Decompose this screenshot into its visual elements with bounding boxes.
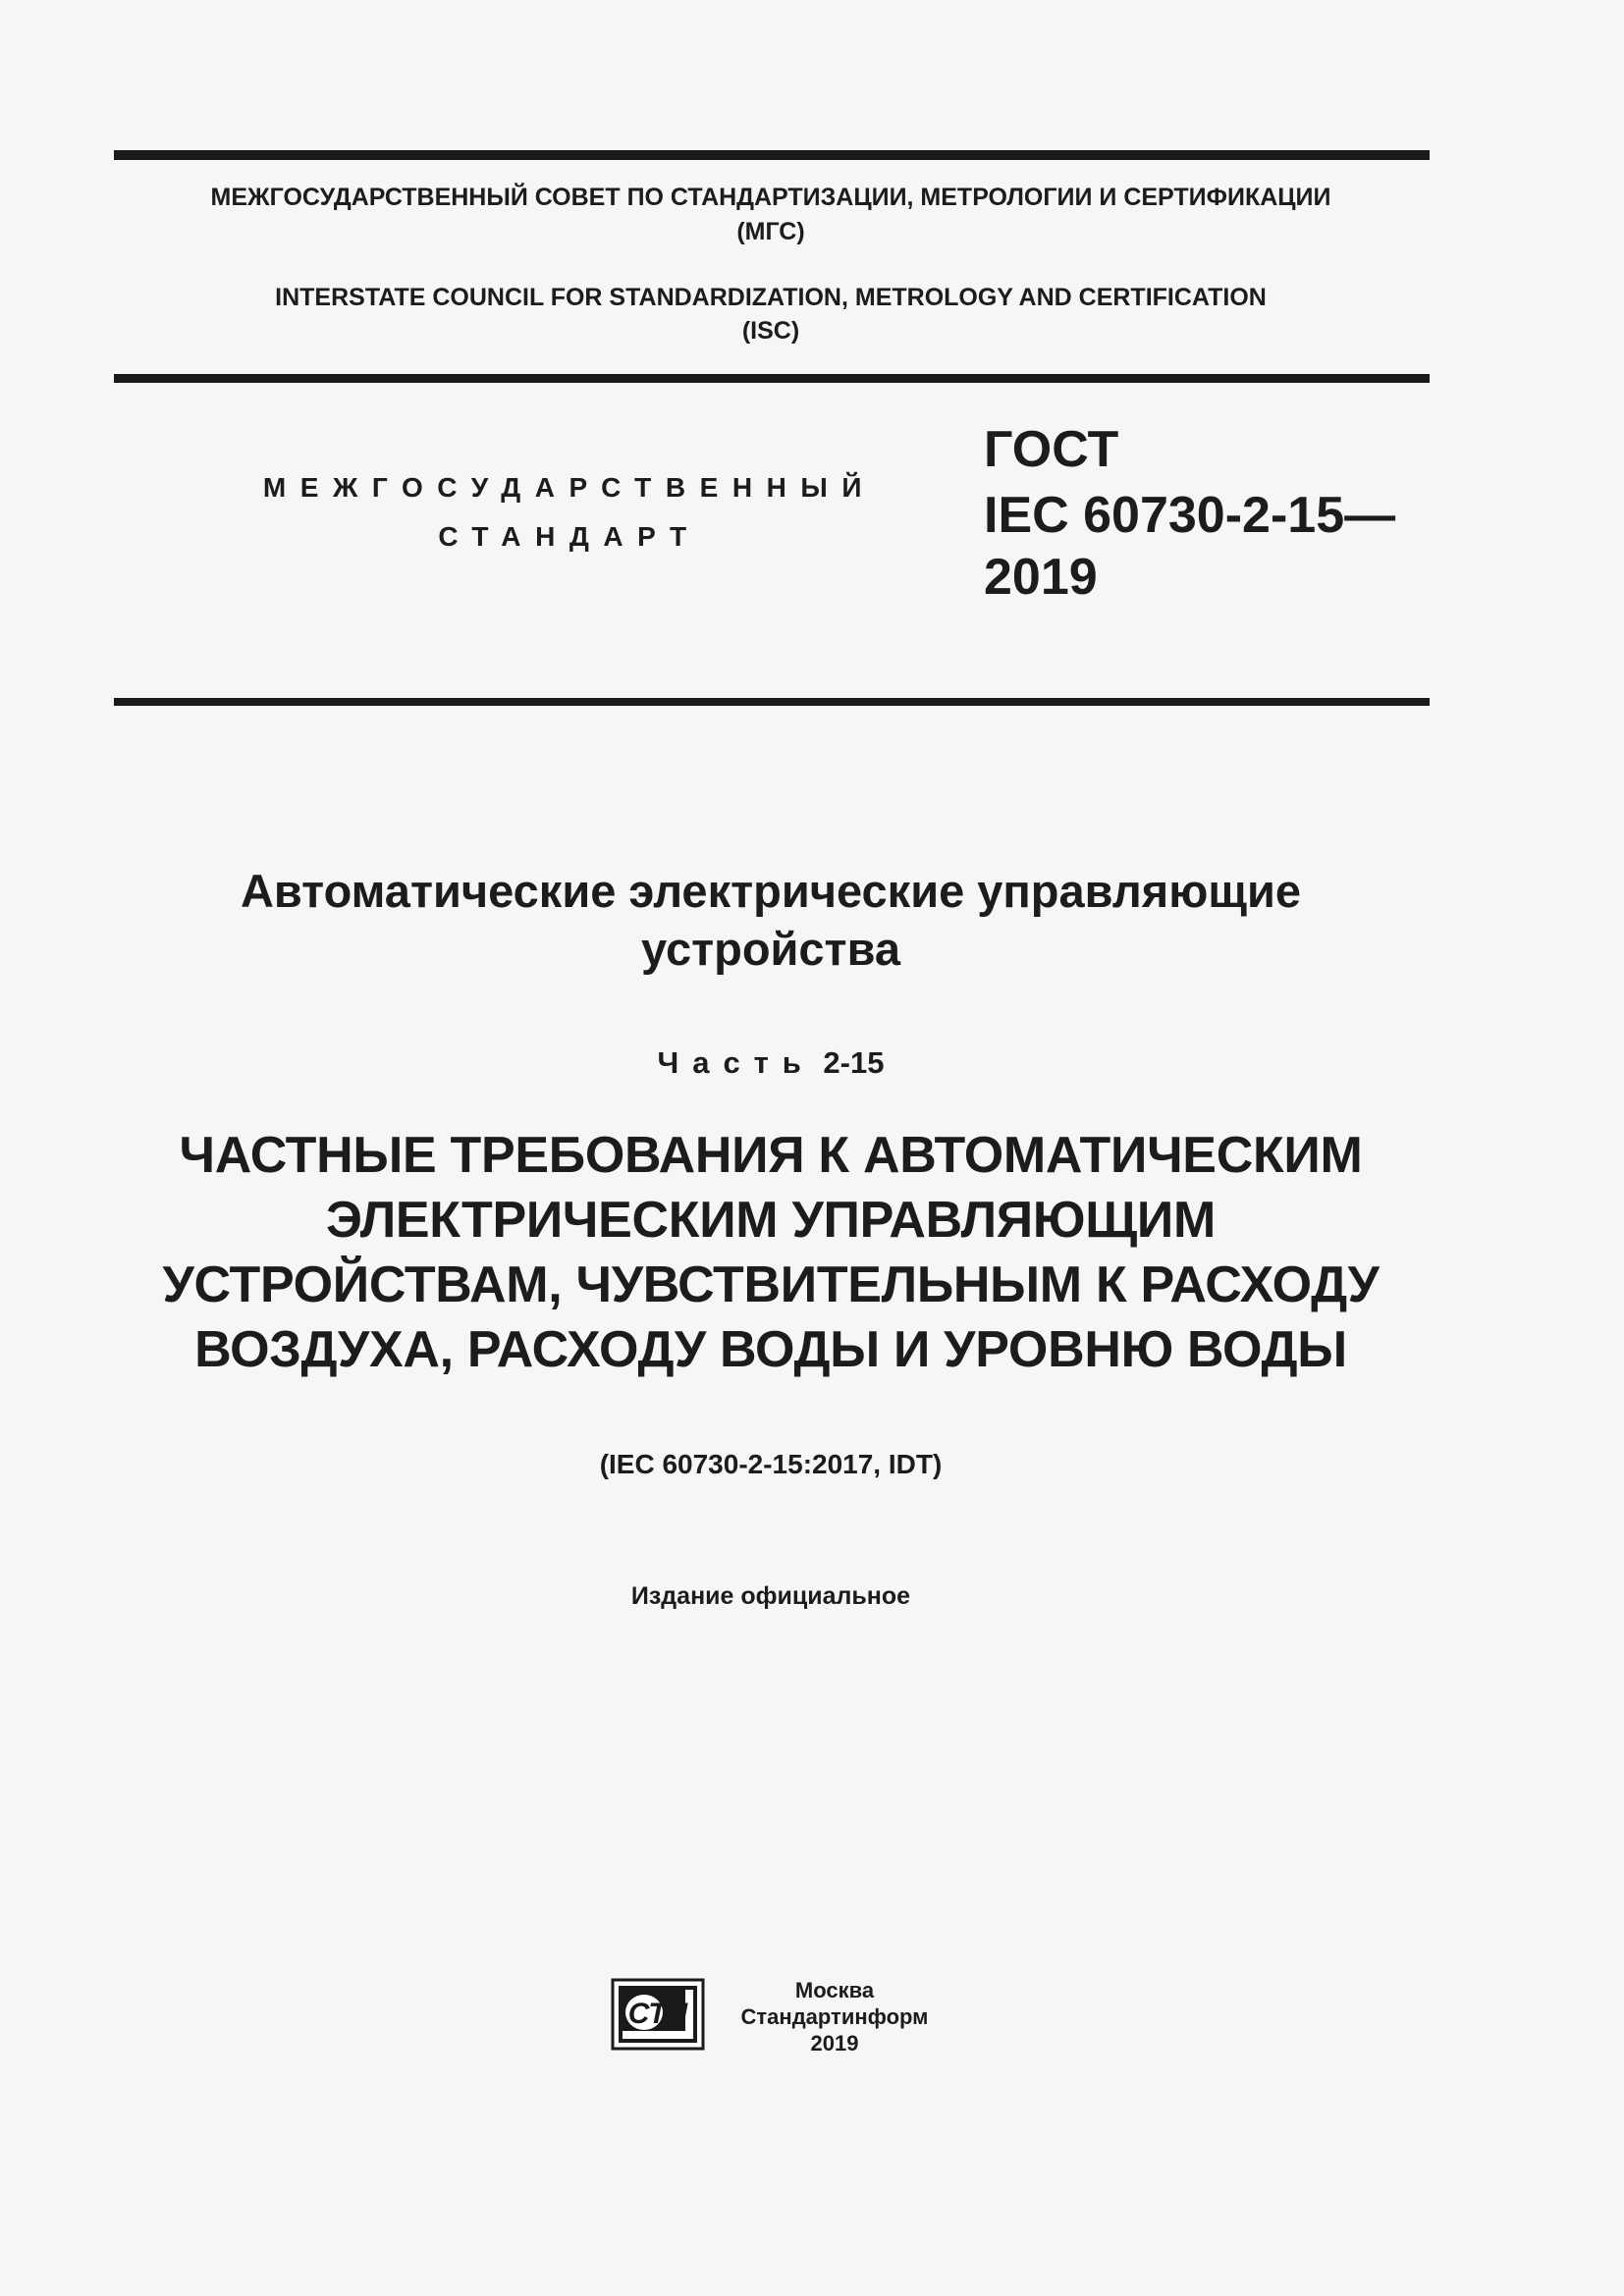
publisher-year: 2019 [810,2031,859,2056]
subtitle-line-3: УСТРОЙСТВАМ, ЧУВСТВИТЕЛЬНЫМ К РАСХОДУ [162,1256,1380,1313]
designation-number: IEC 60730-2-15— [984,487,1396,544]
designation-gost: ГОСТ [984,421,1119,478]
part-label: Часть [657,1045,815,1080]
publisher-name: Стандартинформ [740,2004,929,2029]
publisher-logo-icon [611,1978,705,2051]
standard-type-line1: МЕЖГОСУДАРСТВЕННЫЙ [262,472,877,503]
top-rule [114,150,1430,160]
standard-type-line2: СТАНДАРТ [438,521,701,552]
subtitle-line-1: ЧАСТНЫЕ ТРЕБОВАНИЯ К АВТОМАТИЧЕСКИМ [179,1127,1363,1184]
council-name-en: INTERSTATE COUNCIL FOR STANDARDIZATION, METROLOGY AND CERTIFICATION [275,284,1267,311]
subtitle-line-4: ВОЗДУХА, РАСХОДУ ВОДЫ И УРОВНЮ ВОДЫ [194,1321,1347,1378]
subtitle-line-2: ЭЛЕКТРИЧЕСКИМ УПРАВЛЯЮЩИМ [325,1192,1216,1249]
council-name-ru: МЕЖГОСУДАРСТВЕННЫЙ СОВЕТ ПО СТАНДАРТИЗАЦИИ, МЕТРОЛОГИИ И СЕРТИФИКАЦИИ [210,184,1331,211]
iec-reference: (IEC 60730-2-15:2017, IDT) [599,1449,943,1479]
logo-text: СТИ [627,1998,688,2030]
bottom-rule [114,698,1430,706]
designation-year: 2019 [984,549,1098,606]
council-abbr-ru: (МГС) [736,218,805,245]
edition-label: Издание официальное [630,1582,911,1610]
title-line-1: Автоматические электрические управляющие [240,865,1302,917]
council-abbr-en: (ISC) [741,317,800,345]
title-line-2: устройства [640,923,900,975]
part-number: 2-15 [823,1045,885,1080]
part-heading [0,1044,1542,1082]
publisher-city: Москва [794,1978,875,2002]
middle-rule [114,374,1430,383]
